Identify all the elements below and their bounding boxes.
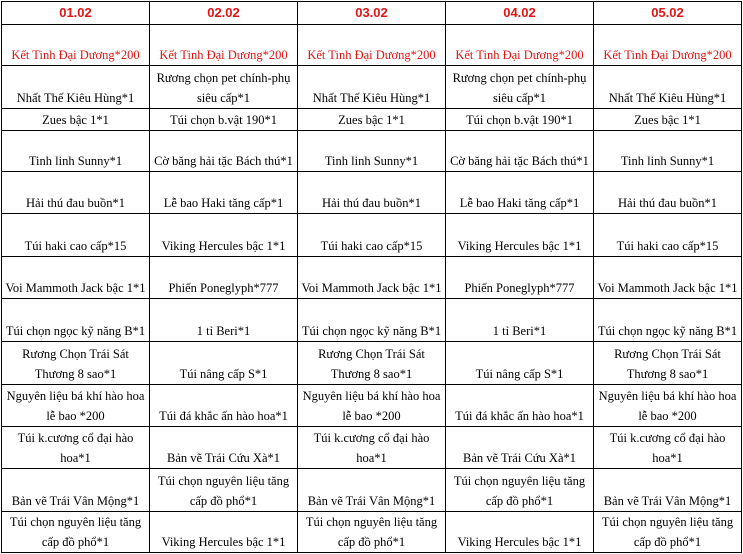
- reward-cell: Túi đá khắc ấn hào hoa*1: [150, 385, 298, 427]
- reward-cell: Hải thú đau buồn*1: [594, 172, 742, 214]
- reward-cell: Túi chọn ngọc kỹ năng B*1: [298, 299, 446, 342]
- reward-cell: Bản vẽ Trái Vân Mộng*1: [594, 469, 742, 512]
- reward-cell: Lễ bao Haki tăng cấp*1: [150, 172, 298, 214]
- table-row: [2, 427, 742, 469]
- reward-cell: Túi nâng cấp S*1: [446, 342, 594, 385]
- reward-cell: Kết Tinh Đại Dương*200: [150, 25, 298, 66]
- reward-cell: Túi chọn nguyên liệu tăng cấp đồ phổ*1: [594, 512, 742, 553]
- reward-cell: Túi haki cao cấp*15: [2, 214, 150, 257]
- reward-cell: Túi chọn nguyên liệu tăng cấp đồ phổ*1: [150, 469, 298, 512]
- reward-cell: Rương Chọn Trái Sát Thương 8 sao*1: [298, 342, 446, 385]
- reward-cell: Nguyên liệu bá khí hào hoa lễ bao *200: [298, 385, 446, 427]
- date-header: 05.02: [594, 2, 742, 25]
- table-row: [2, 109, 742, 131]
- reward-cell: 1 tỉ Beri*1: [446, 299, 594, 342]
- table-row: [2, 512, 742, 553]
- reward-cell: Túi haki cao cấp*15: [594, 214, 742, 257]
- reward-cell: Viking Hercules bậc 1*1: [150, 512, 298, 553]
- table-row: [2, 385, 742, 427]
- date-header: 04.02: [446, 2, 594, 25]
- date-header-row: [2, 2, 742, 25]
- reward-cell: Zues bậc 1*1: [298, 109, 446, 131]
- reward-cell: Rương chọn pet chính-phụ siêu cấp*1: [150, 66, 298, 109]
- reward-cell: Nhất Thế Kiêu Hùng*1: [594, 66, 742, 109]
- reward-cell: Rương Chọn Trái Sát Thương 8 sao*1: [2, 342, 150, 385]
- reward-cell: Tinh linh Sunny*1: [2, 131, 150, 172]
- reward-cell: Kết Tinh Đại Dương*200: [2, 25, 150, 66]
- reward-cell: Phiến Poneglyph*777: [150, 257, 298, 299]
- reward-cell: 1 tỉ Beri*1: [150, 299, 298, 342]
- reward-cell: Viking Hercules bậc 1*1: [446, 214, 594, 257]
- reward-cell: Túi haki cao cấp*15: [298, 214, 446, 257]
- reward-cell: Phiến Poneglyph*777: [446, 257, 594, 299]
- reward-cell: Voi Mammoth Jack bậc 1*1: [298, 257, 446, 299]
- reward-cell: Cờ băng hải tặc Bách thú*1: [446, 131, 594, 172]
- date-header: 03.02: [298, 2, 446, 25]
- reward-cell: Rương Chọn Trái Sát Thương 8 sao*1: [594, 342, 742, 385]
- table-row: [2, 172, 742, 214]
- reward-cell: Cờ băng hải tặc Bách thú*1: [150, 131, 298, 172]
- reward-cell: Tinh linh Sunny*1: [298, 131, 446, 172]
- table-row: [2, 342, 742, 385]
- reward-cell: Lễ bao Haki tăng cấp*1: [446, 172, 594, 214]
- table-row: [2, 66, 742, 109]
- reward-cell: Túi đá khắc ấn hào hoa*1: [446, 385, 594, 427]
- reward-cell: Bản vẽ Trái Vân Mộng*1: [2, 469, 150, 512]
- reward-cell: Túi chọn nguyên liệu tăng cấp đồ phổ*1: [298, 512, 446, 553]
- table-row: [2, 25, 742, 66]
- table-row: [2, 299, 742, 342]
- table-row: [2, 257, 742, 299]
- reward-cell: Nguyên liệu bá khí hào hoa lễ bao *200: [2, 385, 150, 427]
- reward-schedule-table: [1, 1, 742, 553]
- reward-cell: Nguyên liệu bá khí hào hoa lễ bao *200: [594, 385, 742, 427]
- table-row: [2, 131, 742, 172]
- reward-cell: Túi chọn ngọc kỹ năng B*1: [594, 299, 742, 342]
- reward-cell: Kết Tinh Đại Dương*200: [446, 25, 594, 66]
- reward-cell: Hải thú đau buồn*1: [298, 172, 446, 214]
- reward-cell: Hải thú đau buồn*1: [2, 172, 150, 214]
- reward-cell: Rương chọn pet chính-phụ siêu cấp*1: [446, 66, 594, 109]
- reward-cell: Bản vẽ Trái Cứu Xà*1: [446, 427, 594, 469]
- table-row: [2, 469, 742, 512]
- reward-cell: Túi k.cương cổ đại hào hoa*1: [594, 427, 742, 469]
- reward-cell: Tinh linh Sunny*1: [594, 131, 742, 172]
- reward-cell: Túi nâng cấp S*1: [150, 342, 298, 385]
- reward-cell: Kết Tinh Đại Dương*200: [298, 25, 446, 66]
- reward-cell: Túi chọn b.vật 190*1: [446, 109, 594, 131]
- reward-cell: Viking Hercules bậc 1*1: [150, 214, 298, 257]
- reward-cell: Zues bậc 1*1: [2, 109, 150, 131]
- reward-cell: Bản vẽ Trái Cứu Xà*1: [150, 427, 298, 469]
- reward-cell: Voi Mammoth Jack bậc 1*1: [2, 257, 150, 299]
- reward-cell: Túi chọn ngọc kỹ năng B*1: [2, 299, 150, 342]
- reward-cell: Nhất Thế Kiêu Hùng*1: [2, 66, 150, 109]
- reward-cell: Túi k.cương cổ đại hào hoa*1: [298, 427, 446, 469]
- date-header: 02.02: [150, 2, 298, 25]
- reward-cell: Nhất Thế Kiêu Hùng*1: [298, 66, 446, 109]
- table-row: [2, 214, 742, 257]
- reward-cell: Kết Tinh Đại Dương*200: [594, 25, 742, 66]
- reward-cell: Zues bậc 1*1: [594, 109, 742, 131]
- reward-cell: Túi chọn b.vật 190*1: [150, 109, 298, 131]
- reward-cell: Voi Mammoth Jack bậc 1*1: [594, 257, 742, 299]
- reward-cell: Viking Hercules bậc 1*1: [446, 512, 594, 553]
- reward-cell: Túi chọn nguyên liệu tăng cấp đồ phổ*1: [446, 469, 594, 512]
- reward-cell: Túi chọn nguyên liệu tăng cấp đồ phổ*1: [2, 512, 150, 553]
- date-header: 01.02: [2, 2, 150, 25]
- reward-cell: Túi k.cương cổ đại hào hoa*1: [2, 427, 150, 469]
- reward-cell: Bản vẽ Trái Vân Mộng*1: [298, 469, 446, 512]
